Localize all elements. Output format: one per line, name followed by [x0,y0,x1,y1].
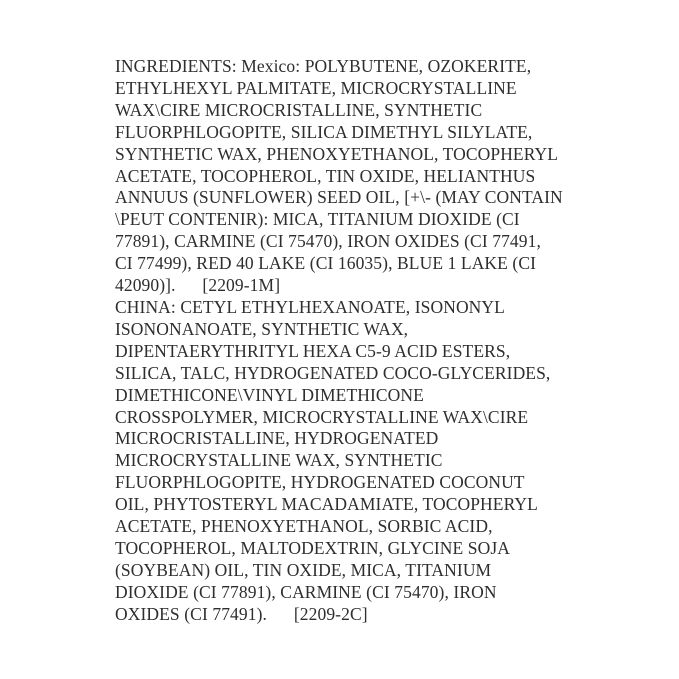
ingredient-text-line: CI 77499), RED 40 LAKE (CI 16035), BLUE 1 LAKE (CI [115,253,537,274]
ingredient-text-line: ETHYLHEXYL PALMITATE, MICROCRYSTALLINE [115,77,517,98]
ingredient-text-line: CHINA: CETYL ETHYLHEXANOATE, ISONONYL [115,296,505,317]
ingredient-text-line: CROSSPOLYMER, MICROCRYSTALLINE WAX\CIRE [115,406,529,427]
ingredient-text-line: OIL, PHYTOSTERYL MACADAMIATE, TOCOPHERYL [115,494,538,515]
ingredient-text-line: TOCOPHEROL, MALTODEXTRIN, GLYCINE SOJA [115,537,511,558]
ingredients-label [115,56,595,626]
ingredient-text-line: DIOXIDE (CI 77891), CARMINE (CI 75470), IRON [115,581,497,602]
ingredient-text-line: DIMETHICONE\VINYL DIMETHICONE [115,384,424,405]
ingredient-text-line: FLUORPHLOGOPITE, HYDROGENATED COCONUT [115,472,525,493]
ingredient-text-line: DIPENTAERYTHRITYL HEXA C5-9 ACID ESTERS, [115,340,511,361]
ingredient-text-line: \PEUT CONTENIR): MICA, TITANIUM DIOXIDE (CI [115,209,520,230]
ingredient-text-line: INGREDIENTS: Mexico: POLYBUTENE, OZOKERITE, [115,56,532,76]
ingredient-text-line: ANNUUS (SUNFLOWER) SEED OIL, [+\- (MAY CONTAIN [115,187,563,208]
ingredient-text-line: ISONONANOATE, SYNTHETIC WAX, [115,318,409,339]
ingredient-text-line: WAX\CIRE MICROCRISTALLINE, SYNTHETIC [115,99,483,120]
ingredient-text-line: MICROCRISTALLINE, HYDROGENATED [115,428,439,449]
ingredient-text-line: ACETATE, TOCOPHEROL, TIN OXIDE, HELIANTHUS [115,165,536,186]
ingredient-text-line: SILICA, TALC, HYDROGENATED COCO-GLYCERIDES, [115,362,551,383]
ingredient-text-line: 77891), CARMINE (CI 75470), IRON OXIDES (CI 77491, [115,231,541,252]
ingredient-text-line: SYNTHETIC WAX, PHENOXYETHANOL, TOCOPHERYL [115,143,559,164]
ingredient-text-line: MICROCRYSTALLINE WAX, SYNTHETIC [115,450,443,471]
ingredient-text-line: FLUORPHLOGOPITE, SILICA DIMETHYL SILYLATE, [115,121,533,142]
ingredient-text-line: ACETATE, PHENOXYETHANOL, SORBIC ACID, [115,516,493,537]
ingredient-text-line: (SOYBEAN) OIL, TIN OXIDE, MICA, TITANIUM [115,559,492,580]
ingredient-text-line: 42090)]. [2209-1M] [115,275,281,296]
ingredient-text-line: OXIDES (CI 77491). [2209-2C] [115,603,368,624]
